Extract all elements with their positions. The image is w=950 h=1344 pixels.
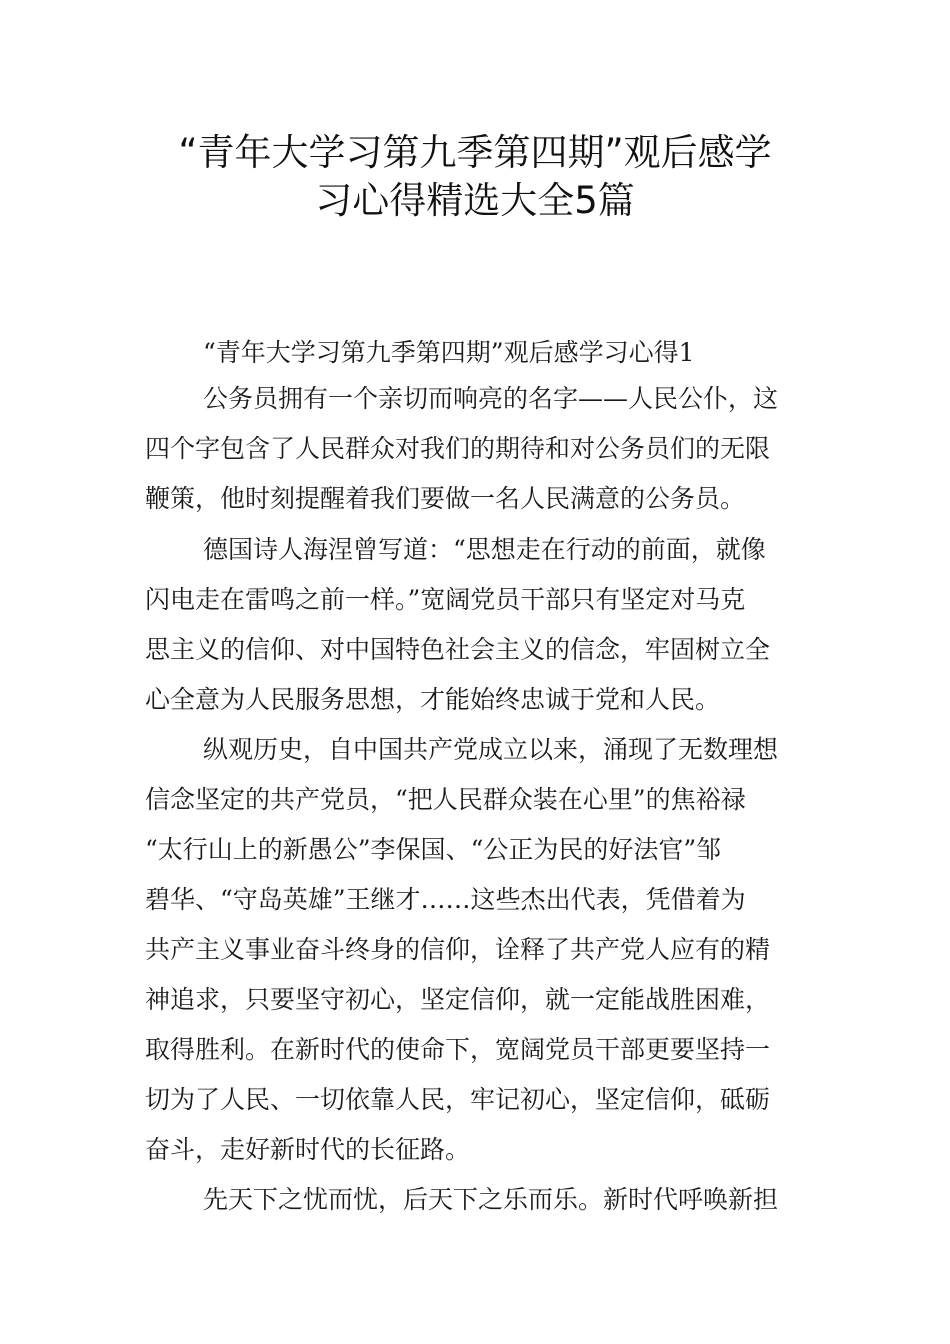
- paragraph-line: 先天下之忧而忧，后天下之乐而乐。新时代呼唤新担: [203, 1185, 779, 1214]
- section-heading: “青年大学习第九季第四期”观后感学习心得1: [203, 338, 695, 367]
- paragraph-line: 闪电走在雷鸣之前一样。”宽阔党员干部只有坚定对马克: [145, 585, 746, 614]
- paragraph-line: “太行山上的新愚公”李保国、“公正为民的好法官”邹: [145, 835, 722, 864]
- paragraph-line: 碧华、“守岛英雄”王继才……这些杰出代表，凭借着为: [145, 885, 746, 914]
- paragraph-line: 德国诗人海涅曾写道：“思想走在行动的前面，就像: [203, 535, 766, 564]
- paragraph-line: 四个字包含了人民群众对我们的期待和对公务员们的无限: [145, 434, 771, 463]
- document-title-line-2: 习心得精选大全5篇: [315, 179, 635, 222]
- paragraph-line: 奋斗，走好新时代的长征路。: [145, 1135, 471, 1164]
- paragraph-line: 鞭策，他时刻提醒着我们要做一名人民满意的公务员。: [145, 484, 746, 513]
- paragraph-line: 纵观历史，自中国共产党成立以来，涌现了无数理想: [203, 735, 779, 764]
- paragraph-line: 取得胜利。在新时代的使命下，宽阔党员干部更要坚持一: [145, 1035, 771, 1064]
- paragraph-line: 心全意为人民服务思想，才能始终忠诚于党和人民。: [145, 685, 721, 714]
- paragraph-line: 公务员拥有一个亲切而响亮的名字——人民公仆，这: [203, 384, 779, 413]
- paragraph-line: 切为了人民、一切依靠人民，牢记初心，坚定信仰，砥砺: [145, 1085, 771, 1114]
- paragraph-line: 神追求，只要坚守初心，坚定信仰，就一定能战胜困难，: [145, 985, 771, 1014]
- paragraph-line: 共产主义事业奋斗终身的信仰，诠释了共产党人应有的精: [145, 935, 771, 964]
- document-title-line-1: “青年大学习第九季第四期”观后感学: [178, 131, 772, 174]
- paragraph-line: 思主义的信仰、对中国特色社会主义的信念，牢固树立全: [145, 635, 771, 664]
- paragraph-line: 信念坚定的共产党员，“把人民群众装在心里”的焦裕禄: [145, 785, 746, 814]
